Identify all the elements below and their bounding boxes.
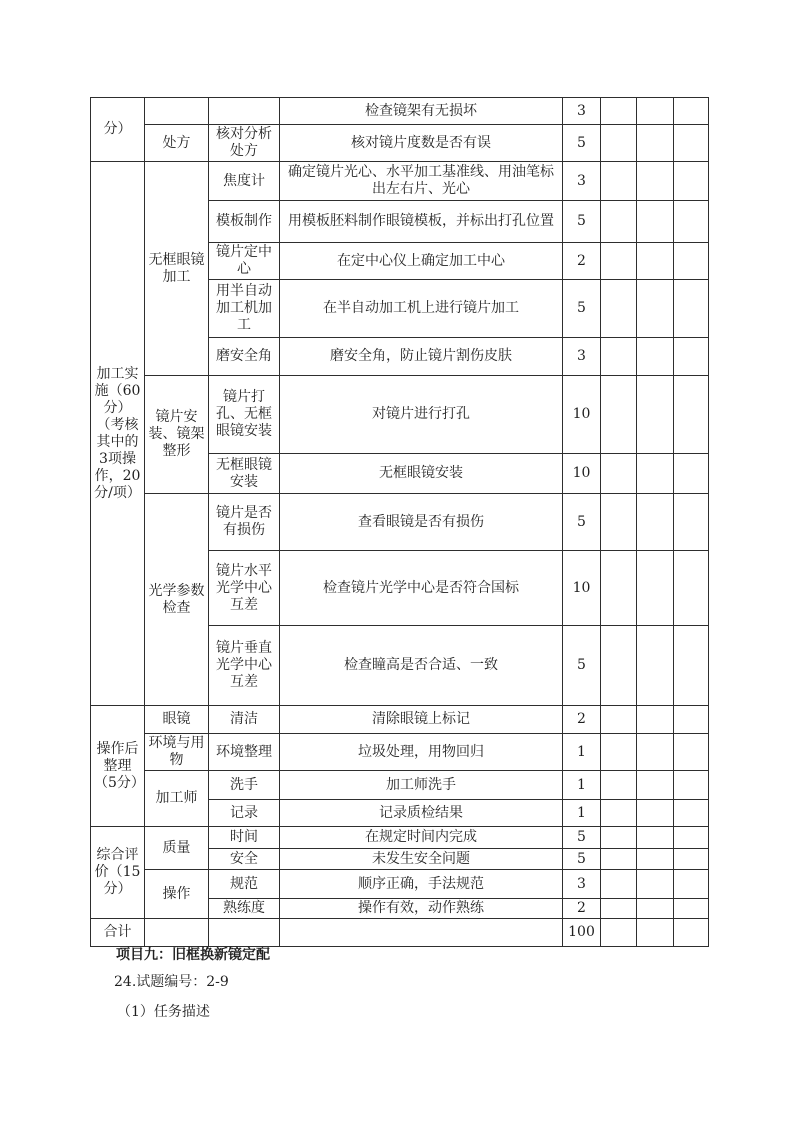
- cell-item: 焦度计: [209, 162, 280, 201]
- cell-item: 镜片打孔、无框眼镜安装: [209, 376, 280, 454]
- cell-description: 顺序正确，手法规范: [280, 870, 563, 899]
- cell-score: 2: [563, 899, 601, 919]
- cell-blank: [674, 376, 709, 454]
- cell-total-label: 合计: [91, 919, 145, 947]
- cell-blank: [637, 800, 674, 827]
- cell-blank: [601, 162, 637, 201]
- cell-group: 环境与用物: [145, 734, 209, 771]
- cell-blank: [601, 771, 637, 800]
- table-row: [91, 734, 709, 771]
- cell-blank: [637, 162, 674, 201]
- cell-blank: [674, 162, 709, 201]
- cell-blank: [601, 870, 637, 899]
- table-row: [91, 162, 709, 201]
- cell-score: 1: [563, 734, 601, 771]
- cell-blank: [601, 899, 637, 919]
- cell-score: 5: [563, 494, 601, 551]
- cell-blank: [637, 919, 674, 947]
- cell-description: 用模板胚料制作眼镜模板，并标出打孔位置: [280, 201, 563, 243]
- cell-score: 5: [563, 125, 601, 162]
- cell-blank: [209, 919, 280, 947]
- cell-group: [145, 98, 209, 125]
- cell-item: 时间: [209, 827, 280, 849]
- project-heading: 项目九：旧框换新镜定配: [116, 947, 270, 963]
- cell-score: 1: [563, 771, 601, 800]
- cell-blank: [637, 201, 674, 243]
- cell-score: 3: [563, 98, 601, 125]
- cell-blank: [637, 899, 674, 919]
- cell-score: 5: [563, 849, 601, 870]
- cell-blank: [637, 870, 674, 899]
- cell-blank: [145, 919, 209, 947]
- cell-blank: [601, 827, 637, 849]
- cell-description: 记录质检结果: [280, 800, 563, 827]
- cell-item: 无框眼镜安装: [209, 454, 280, 494]
- cell-item: 核对分析处方: [209, 125, 280, 162]
- cell-blank: [601, 849, 637, 870]
- cell-description: 在定中心仪上确定加工中心: [280, 243, 563, 280]
- cell-description: 在规定时间内完成: [280, 827, 563, 849]
- cell-blank: [637, 551, 674, 626]
- cell-blank: [637, 98, 674, 125]
- exam-number-line: 24.试题编号：2-9: [114, 974, 229, 990]
- cell-description: 在半自动加工机上进行镜片加工: [280, 280, 563, 338]
- cell-blank: [637, 280, 674, 338]
- cell-description: 操作有效，动作熟练: [280, 899, 563, 919]
- cell-group: 眼镜: [145, 706, 209, 734]
- cell-blank: [637, 338, 674, 376]
- cell-blank: [637, 626, 674, 706]
- cell-blank: [601, 626, 637, 706]
- cell-blank: [637, 849, 674, 870]
- cell-description: 清除眼镜上标记: [280, 706, 563, 734]
- cell-blank: [601, 376, 637, 454]
- cell-group: 镜片安装、镜架整形: [145, 376, 209, 494]
- cell-blank: [637, 376, 674, 454]
- cell-item: 镜片水平光学中心互差: [209, 551, 280, 626]
- cell-blank: [637, 827, 674, 849]
- cell-blank: [601, 551, 637, 626]
- cell-item: 用半自动加工机加工: [209, 280, 280, 338]
- cell-score: 5: [563, 280, 601, 338]
- cell-score: 5: [563, 626, 601, 706]
- cell-blank: [601, 454, 637, 494]
- cell-item: 环境整理: [209, 734, 280, 771]
- cell-item: 安全: [209, 849, 280, 870]
- cell-blank: [674, 125, 709, 162]
- cell-blank: [601, 98, 637, 125]
- cell-item: 记录: [209, 800, 280, 827]
- cell-blank: [674, 243, 709, 280]
- cell-blank: [637, 125, 674, 162]
- cell-group: 光学参数检查: [145, 494, 209, 706]
- cell-blank: [674, 706, 709, 734]
- cell-blank: [674, 494, 709, 551]
- cell-blank: [601, 919, 637, 947]
- cell-description: 检查镜架有无损坏: [280, 98, 563, 125]
- cell-item: 模板制作: [209, 201, 280, 243]
- cell-blank: [601, 280, 637, 338]
- table-row: [91, 376, 709, 454]
- cell-score: 5: [563, 201, 601, 243]
- cell-blank: [674, 870, 709, 899]
- cell-score: 3: [563, 162, 601, 201]
- cell-blank: [674, 98, 709, 125]
- cell-total-score: 100: [563, 919, 601, 947]
- cell-group: 质量: [145, 827, 209, 870]
- cell-description: 无框眼镜安装: [280, 454, 563, 494]
- cell-blank: [601, 734, 637, 771]
- table-row: [91, 827, 709, 849]
- cell-blank: [674, 827, 709, 849]
- cell-blank: [601, 338, 637, 376]
- cell-item: 熟练度: [209, 899, 280, 919]
- cell-description: 核对镜片度数是否有误: [280, 125, 563, 162]
- cell-blank: [674, 338, 709, 376]
- table-row: [91, 125, 709, 162]
- cell-group: 操作: [145, 870, 209, 919]
- cell-item: 镜片定中心: [209, 243, 280, 280]
- cell-item: 磨安全角: [209, 338, 280, 376]
- cell-item: 规范: [209, 870, 280, 899]
- cell-blank: [280, 919, 563, 947]
- cell-description: 对镜片进行打孔: [280, 376, 563, 454]
- cell-score: 3: [563, 338, 601, 376]
- cell-blank: [674, 280, 709, 338]
- table-row: [91, 98, 709, 125]
- task-description-heading: （1）任务描述: [117, 1004, 210, 1020]
- cell-score: 10: [563, 454, 601, 494]
- cell-blank: [601, 201, 637, 243]
- table-row-total: [91, 919, 709, 947]
- cell-blank: [674, 899, 709, 919]
- cell-item: 镜片是否有损伤: [209, 494, 280, 551]
- cell-description: 磨安全角，防止镜片割伤皮肤: [280, 338, 563, 376]
- cell-category: 综合评价（15分）: [91, 827, 145, 919]
- table-row: [91, 494, 709, 551]
- cell-blank: [674, 849, 709, 870]
- scoring-rubric-table: [90, 97, 709, 947]
- cell-blank: [601, 800, 637, 827]
- cell-blank: [601, 125, 637, 162]
- cell-blank: [674, 734, 709, 771]
- cell-description: 未发生安全问题: [280, 849, 563, 870]
- cell-blank: [601, 243, 637, 280]
- cell-description: 检查瞳高是否合适、一致: [280, 626, 563, 706]
- cell-blank: [637, 771, 674, 800]
- cell-description: 确定镜片光心、水平加工基准线、用油笔标出左右片、光心: [280, 162, 563, 201]
- cell-description: 垃圾处理，用物回归: [280, 734, 563, 771]
- cell-blank: [637, 494, 674, 551]
- cell-category: 分）: [91, 98, 145, 162]
- cell-item: 清洁: [209, 706, 280, 734]
- cell-description: 检查镜片光学中心是否符合国标: [280, 551, 563, 626]
- cell-group: 无框眼镜加工: [145, 162, 209, 376]
- cell-score: 5: [563, 827, 601, 849]
- cell-group: 加工师: [145, 771, 209, 827]
- cell-description: 查看眼镜是否有损伤: [280, 494, 563, 551]
- cell-score: 10: [563, 551, 601, 626]
- cell-score: 2: [563, 706, 601, 734]
- cell-blank: [674, 919, 709, 947]
- cell-item: [209, 98, 280, 125]
- cell-score: 1: [563, 800, 601, 827]
- cell-blank: [637, 243, 674, 280]
- table-row: [91, 870, 709, 899]
- table-row: [91, 706, 709, 734]
- cell-category: 加工实施（60分）（考核其中的3项操作，20分/项）: [91, 162, 145, 706]
- cell-blank: [601, 706, 637, 734]
- cell-item: 洗手: [209, 771, 280, 800]
- cell-blank: [674, 201, 709, 243]
- cell-blank: [601, 494, 637, 551]
- cell-blank: [637, 706, 674, 734]
- cell-blank: [674, 626, 709, 706]
- cell-item: 镜片垂直光学中心互差: [209, 626, 280, 706]
- cell-blank: [674, 551, 709, 626]
- cell-blank: [674, 454, 709, 494]
- cell-score: 10: [563, 376, 601, 454]
- cell-blank: [674, 800, 709, 827]
- cell-category: 操作后整理（5分）: [91, 706, 145, 827]
- cell-score: 3: [563, 870, 601, 899]
- cell-score: 2: [563, 243, 601, 280]
- cell-blank: [637, 734, 674, 771]
- cell-group: 处方: [145, 125, 209, 162]
- cell-blank: [674, 771, 709, 800]
- cell-description: 加工师洗手: [280, 771, 563, 800]
- table-row: [91, 771, 709, 800]
- cell-blank: [637, 454, 674, 494]
